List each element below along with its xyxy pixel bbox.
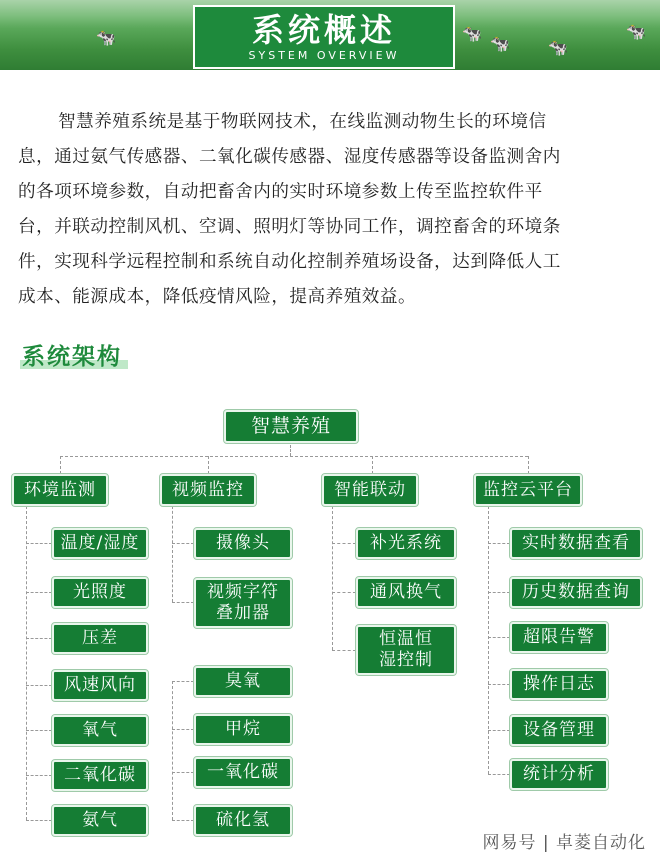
- node-hydrogen-sulfide: 硫化氢: [194, 805, 292, 836]
- node-video-overlay: 视频字符叠加器: [194, 578, 292, 628]
- connector: [172, 729, 194, 730]
- node-statistical-analysis: 统计分析: [510, 759, 608, 790]
- node-history-data: 历史数据查询: [510, 577, 642, 608]
- connector: [208, 456, 209, 474]
- connector: [60, 456, 528, 457]
- node-temperature-humidity: 温度/湿度: [52, 528, 148, 559]
- connector: [172, 506, 173, 602]
- connector: [172, 543, 194, 544]
- node-illuminance: 光照度: [52, 577, 148, 608]
- connector: [528, 456, 529, 474]
- connector: [488, 684, 510, 685]
- connector: [26, 730, 52, 731]
- connector: [332, 650, 356, 651]
- node-oxygen: 氧气: [52, 715, 148, 746]
- intro-line: 台，并联动控制风机、空调、照明灯等协同工作，调控畜舍的环境条: [18, 217, 561, 237]
- intro-line: 息，通过氨气传感器、二氧化碳传感器、湿度传感器等设备监测舍内: [18, 147, 561, 167]
- connector: [26, 685, 52, 686]
- node-ammonia: 氨气: [52, 805, 148, 836]
- node-wind-speed-direction: 风速风向: [52, 670, 148, 701]
- node-methane: 甲烷: [194, 714, 292, 745]
- connector: [172, 681, 173, 820]
- node-device-management: 设备管理: [510, 715, 608, 746]
- cow-icon: 🐄: [462, 24, 482, 43]
- node-carbon-dioxide: 二氧化碳: [52, 760, 148, 791]
- intro-line: 成本、能源成本，降低疫情风险，提高养殖效益。: [18, 287, 417, 307]
- page-title: 系统概述: [251, 11, 396, 49]
- connector: [290, 441, 291, 456]
- node-carbon-monoxide: 一氧化碳: [194, 757, 292, 788]
- branch-cloud-platform: 监控云平台: [474, 474, 582, 506]
- node-pressure-difference: 压差: [52, 623, 148, 654]
- intro-paragraph: [18, 105, 642, 315]
- connector: [172, 602, 194, 603]
- node-camera: 摄像头: [194, 528, 292, 559]
- cow-icon: 🐄: [626, 22, 646, 41]
- cow-icon: 🐄: [548, 38, 568, 57]
- connector: [172, 820, 194, 821]
- connector: [26, 820, 52, 821]
- intro-line: 件，实现科学远程控制和系统自动化控制养殖场设备，达到降低人工: [18, 252, 561, 272]
- connector: [172, 681, 194, 682]
- connector: [26, 592, 52, 593]
- connector: [488, 592, 510, 593]
- connector: [332, 506, 333, 650]
- intro-line: 智慧养殖系统是基于物联网技术，在线监测动物生长的环境信: [58, 112, 547, 132]
- connector: [26, 775, 52, 776]
- node-operation-log: 操作日志: [510, 669, 608, 700]
- cow-icon: 🐄: [490, 34, 510, 53]
- node-supplementary-light: 补光系统: [356, 528, 456, 559]
- connector: [332, 543, 356, 544]
- node-ventilation: 通风换气: [356, 577, 456, 608]
- node-limit-alarm: 超限告警: [510, 622, 608, 653]
- cow-icon: 🐄: [96, 28, 116, 47]
- connector: [488, 774, 510, 775]
- node-ozone: 臭氧: [194, 666, 292, 697]
- connector: [488, 637, 510, 638]
- watermark: 网易号 | 卓菱自动化: [482, 833, 646, 853]
- connector: [488, 506, 489, 774]
- page-subtitle: SYSTEM OVERVIEW: [248, 49, 400, 62]
- connector: [26, 506, 27, 820]
- connector: [488, 543, 510, 544]
- connector: [26, 543, 52, 544]
- connector: [488, 730, 510, 731]
- node-realtime-data: 实时数据查看: [510, 528, 642, 559]
- connector: [26, 638, 52, 639]
- diagram-root: 智慧养殖: [224, 410, 358, 443]
- branch-env-monitoring: 环境监测: [12, 474, 108, 506]
- node-constant-temp-humidity: 恒温恒湿控制: [356, 625, 456, 675]
- header-title-box: [193, 5, 455, 69]
- connector: [60, 456, 61, 474]
- connector: [372, 456, 373, 474]
- branch-video-monitoring: 视频监控: [160, 474, 256, 506]
- connector: [172, 772, 194, 773]
- connector: [332, 592, 356, 593]
- section-title: 系统架构: [22, 338, 122, 371]
- intro-line: 的各项环境参数，自动把畜舍内的实时环境参数上传至监控软件平: [18, 182, 543, 202]
- branch-smart-linkage: 智能联动: [322, 474, 418, 506]
